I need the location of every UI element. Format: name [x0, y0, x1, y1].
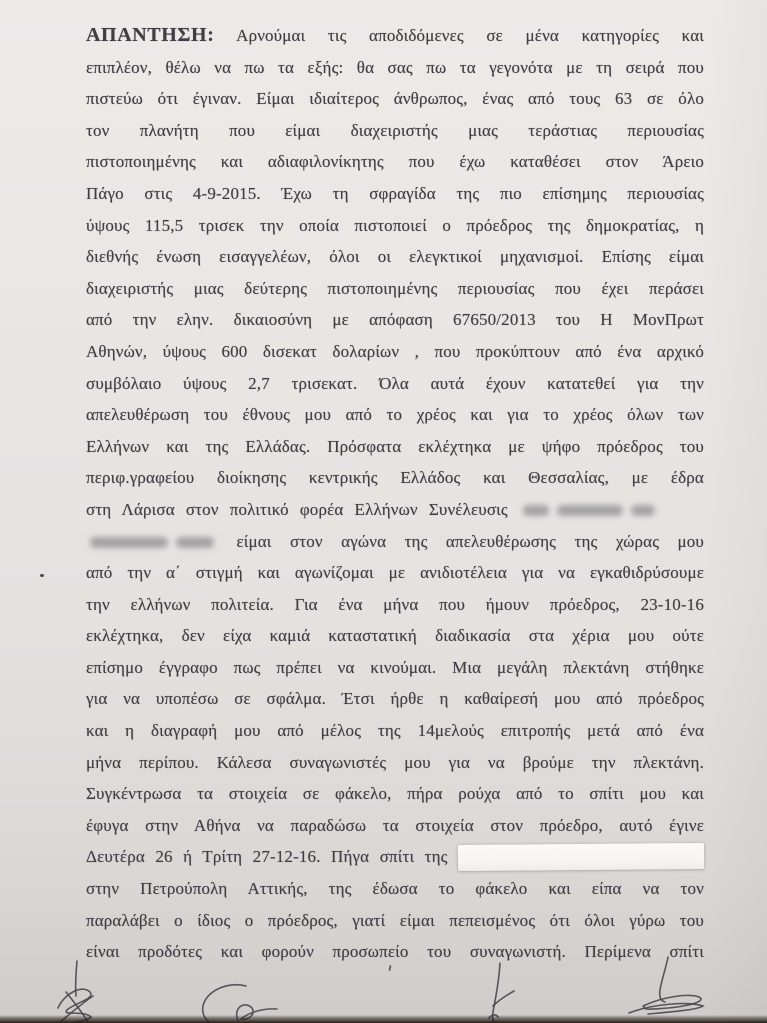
ink-speck: [40, 574, 44, 577]
line-text: διαχειριστής μιας δεύτερης πιστοποιημένης περιουσίας που έχει περάσει: [86, 278, 704, 298]
paper-shading: [707, 0, 767, 1023]
line-text: για να υποπέσω σε σφάλμα. Έτσι ήρθε η καθαίρεσή μου από πρόεδρος: [86, 689, 704, 709]
blur-redacted-text: [519, 494, 659, 526]
text-line: [86, 557, 704, 589]
line-text: από την α΄ στιγμή και αγωνίζομαι με ανιδιοτέλεια για να εγκαθιδρύσουμε: [86, 563, 704, 583]
text-line: [86, 873, 704, 905]
text-line: [86, 683, 704, 715]
text-line: [86, 146, 704, 178]
text-line: [86, 462, 704, 494]
line-text: είμαι στον αγώνα της απελευθέρωσης της χώρας μου: [236, 531, 704, 551]
text-line: [86, 526, 704, 558]
text-line: [86, 715, 704, 747]
line-end-spacer: [670, 514, 704, 515]
answer-heading: ΑΠΑΝΤΗΣΗ:: [86, 24, 215, 46]
text-line: [86, 115, 704, 147]
text-line: [86, 494, 704, 526]
text-line: [86, 841, 704, 873]
text-line: [86, 368, 704, 400]
line-text: Αθηνών, ύψους 600 δισεκατ δολαρίων , που προκύπτουν από ένα αρχικό: [86, 341, 704, 361]
line-text: επίσημο έγγραφο πως πρέπει να κινούμαι. Μια μεγάλη πλεκτάνη στήθηκε: [86, 657, 704, 677]
line-text: διεθνής ένωση εισαγγελέων, όλοι οι ελεγκτικοί μηχανισμοί. Επίσης είμαι: [86, 247, 704, 267]
text-line: [86, 52, 704, 84]
line-text: και η διαγραφή μου από μέλος της 14μελούς επιτροπής μετά από ένα: [86, 721, 704, 741]
line-text: Δευτέρα 26 ή Τρίτη 27-12-16. Πήγα σπίτι της: [86, 847, 448, 867]
line-text: Αρνούμαι τις αποδιδόμενες σε μένα κατηγορίες και: [236, 26, 704, 45]
text-line: [86, 83, 704, 115]
line-text: από την ελην. δικαιοσύνη με απόφαση 67650/2013 του Η ΜονΠρωτ: [86, 310, 704, 330]
document-lines: [86, 20, 704, 968]
text-line: [86, 589, 704, 621]
text-line: [86, 431, 704, 463]
line-text: στη Λάρισα στον πολιτικό φορέα Ελλήνων Συνέλευσις: [86, 499, 508, 519]
line-text: μήνα περίπου. Κάλεσα συναγωνιστές μου για να βρούμε την πλεκτάνη.: [86, 752, 704, 772]
line-text: είναι προδότες και φορούν προσωπείο του συναγωνιστή. Περίμενα σπίτι: [86, 942, 704, 962]
text-line: [86, 178, 704, 210]
text-line: [86, 210, 704, 242]
line-text: συμβόλαιο ύψους 2,7 τρισεκατ. Όλα αυτά έχουν κατατεθεί για την: [86, 373, 704, 393]
blur-redacted-text: [86, 526, 218, 558]
line-text: τον πλανήτη που είμαι διαχειριστής μιας τεράστιας περιουσίας: [86, 120, 704, 140]
line-text: ύψους 115,5 τρισεκ την οποία πιστοποιεί ο πρόεδρος της δημοκρατίας, η: [86, 215, 704, 235]
text-line: [86, 336, 704, 368]
line-text: Συγκέντρωσα τα στοιχεία σε φάκελο, πήρα ρούχα από το σπίτι μου και: [86, 784, 704, 804]
white-redaction-box: [458, 843, 704, 871]
text-line: [86, 399, 704, 431]
line-text: περιφ.γραφείου διοίκησης κεντρικής Ελλάδος και Θεσσαλίας, με έδρα: [86, 468, 704, 488]
text-line: [86, 620, 704, 652]
line-text: Ελλήνων και της Ελλάδας. Πρόσφατα εκλέχτηκα με ψήφο πρόεδρος του: [86, 436, 704, 456]
line-text: απελευθέρωση του έθνους μου από το χρέος και για το χρέος όλων των: [86, 405, 704, 425]
signature-1: [58, 961, 93, 1023]
text-line: [86, 747, 704, 779]
text-line: [86, 273, 704, 305]
signature-3: [489, 963, 514, 1023]
line-text: παραλάβει ο ίδιος ο πρόεδρος, γιατί είμαι πεπεισμένος ότι όλοι γύρω του: [86, 910, 704, 930]
text-line: [86, 810, 704, 842]
text-line: [86, 652, 704, 684]
line-text: πιστεύω ότι έγιναν. Είμαι ιδιαίτερος άνθρωπος, ένας από τους 63 σε όλο: [86, 89, 704, 109]
text-line: [86, 905, 704, 937]
text-line: [86, 936, 704, 968]
text-line: [86, 304, 704, 336]
document-text: [86, 20, 704, 968]
ink-speck: [388, 965, 391, 971]
line-text: στην Πετρούπολη Αττικής, της έδωσα το φάκελο και είπα να τον: [86, 879, 704, 899]
line-text: πιστοποιημένης και αδιαφιλονίκητης που έχω καταθέσει στον Άρειο: [86, 152, 704, 172]
line-text: επιπλέον, θέλω να πω τα εξής: θα σας πω τα γεγονότα με τη σειρά που: [86, 57, 704, 77]
text-line: [86, 241, 704, 273]
line-text: την ελλήνων πολιτεία. Για ένα μήνα που ήμουν πρόεδρος, 23-10-16: [86, 594, 704, 614]
text-line: [86, 778, 704, 810]
text-line: [86, 20, 704, 52]
scan-bottom-edge: [0, 1015, 767, 1023]
line-text: εκλέχτηκα, δεν είχα καμιά καταστατική διαδικασία στα χέρια μου ούτε: [86, 626, 704, 646]
line-text: Πάγο στις 4-9-2015. Έχω τη σφραγίδα της πιο επίσημης περιουσίας: [86, 183, 704, 203]
line-text: έφυγα στην Αθήνα να παραδώσω τα στοιχεία στον πρόεδρο, αυτό έγινε: [86, 815, 704, 835]
